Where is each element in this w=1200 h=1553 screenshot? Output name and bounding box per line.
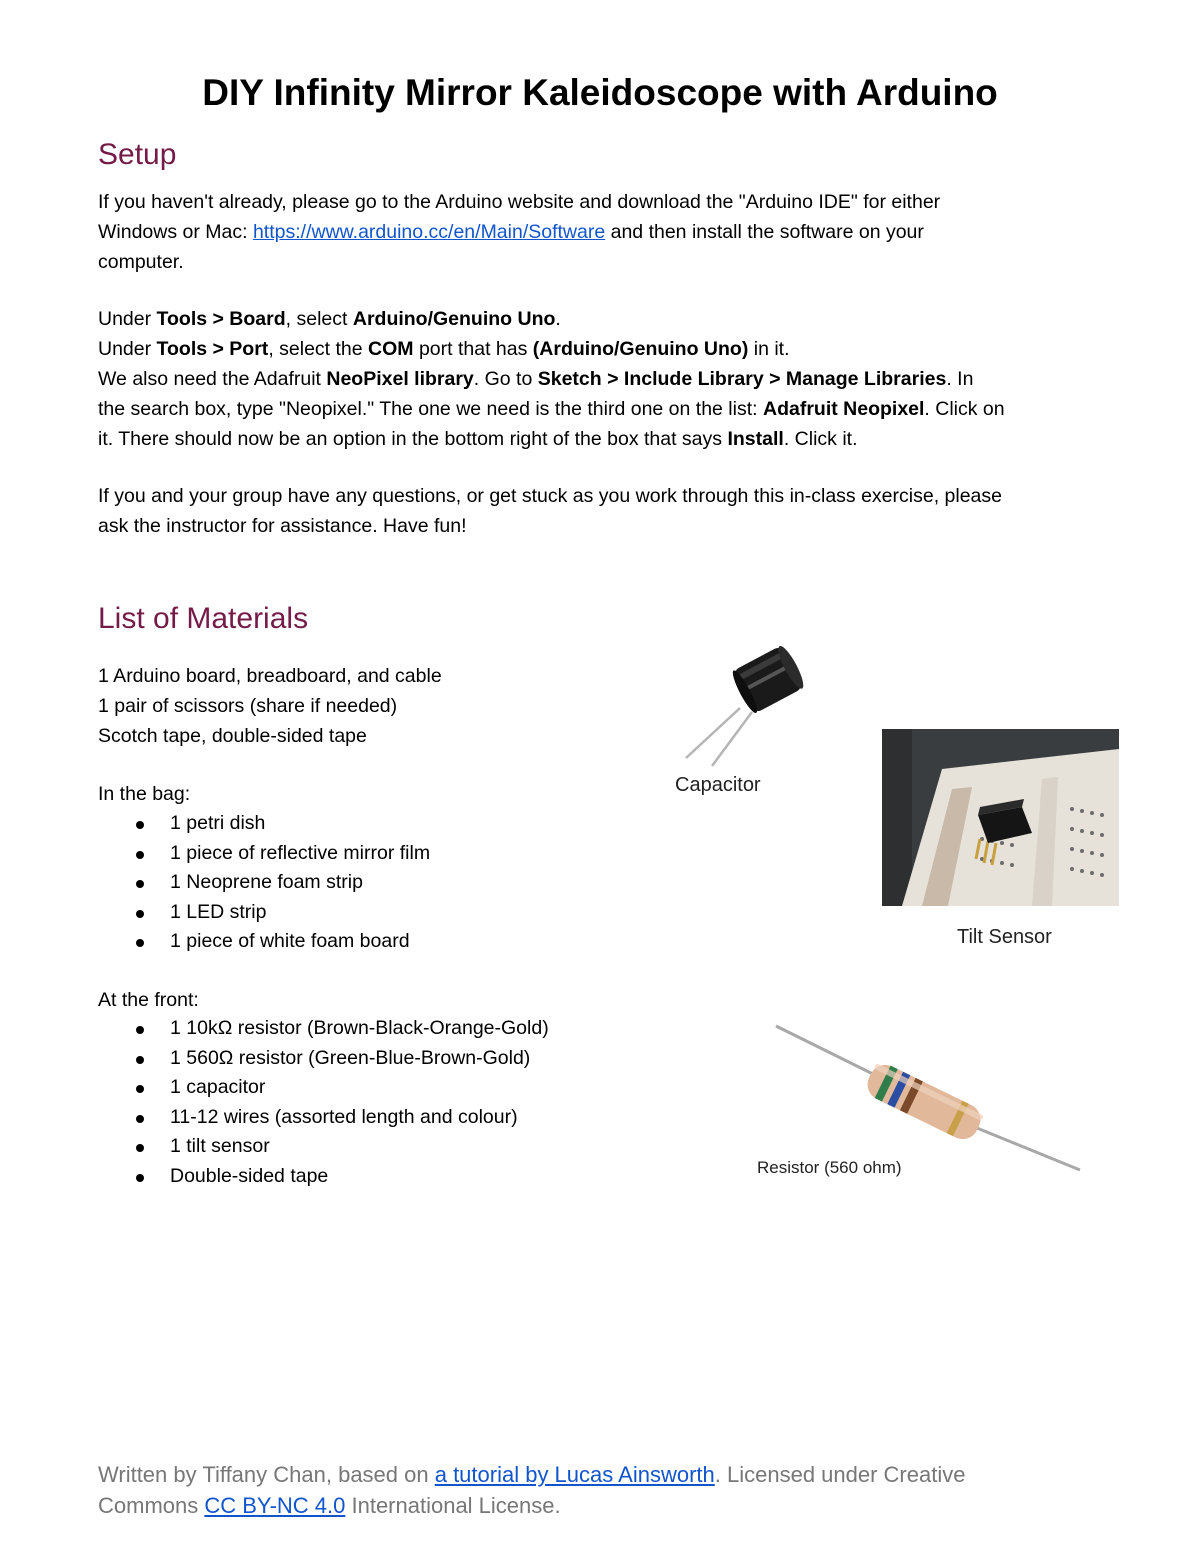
capacitor-image bbox=[672, 640, 822, 770]
board-instruction: Under Tools > Board, select Arduino/Genuino Uno. bbox=[98, 308, 561, 330]
front-label: At the front: bbox=[98, 989, 199, 1011]
help-paragraph: If you and your group have any questions, or get stuck as you work through this in-class exercise, please ask the instructor for assistance. Have fun! bbox=[98, 485, 1002, 537]
resistor-image bbox=[772, 1018, 1084, 1178]
list-item: 11-12 wires (assorted length and colour) bbox=[98, 1103, 549, 1133]
front-list bbox=[98, 1014, 549, 1192]
intro-text: and then install the software on your bbox=[605, 221, 924, 243]
list-item: 1 petri dish bbox=[98, 809, 430, 839]
list-item: 1 pair of scissors (share if needed) bbox=[98, 695, 398, 717]
library-instruction: We also need the Adafruit NeoPixel library. Go to Sketch > Include Library > Manage Libraries. In bbox=[98, 368, 974, 390]
bag-list bbox=[98, 809, 430, 957]
page-title: DIY Infinity Mirror Kaleidoscope with Arduino bbox=[202, 72, 998, 113]
tilt-sensor-image bbox=[882, 729, 1119, 906]
capacitor-label: Capacitor bbox=[675, 774, 761, 796]
list-item: Scotch tape, double-sided tape bbox=[98, 725, 367, 747]
setup-instructions bbox=[98, 304, 1108, 454]
resistor-label: Resistor (560 ohm) bbox=[757, 1158, 902, 1177]
list-item: 1 piece of reflective mirror film bbox=[98, 839, 430, 869]
intro-text: If you haven't already, please go to the Arduino website and download the "Arduino IDE" for either bbox=[98, 191, 941, 213]
list-item: Double-sided tape bbox=[98, 1162, 549, 1192]
tilt-sensor-label: Tilt Sensor bbox=[957, 926, 1052, 948]
port-instruction: Under Tools > Port, select the COM port that has (Arduino/Genuino Uno) in it. bbox=[98, 338, 790, 360]
bag-label: In the bag: bbox=[98, 783, 191, 805]
list-item: 1 capacitor bbox=[98, 1073, 549, 1103]
general-materials bbox=[98, 661, 618, 751]
list-item: 1 Neoprene foam strip bbox=[98, 868, 430, 898]
materials-heading: List of Materials bbox=[98, 602, 309, 635]
list-item: 1 piece of white foam board bbox=[98, 927, 430, 957]
tutorial-link[interactable]: a tutorial by Lucas Ainsworth bbox=[434, 1462, 715, 1487]
list-item: 1 10kΩ resistor (Brown-Black-Orange-Gold) bbox=[98, 1014, 549, 1044]
list-item: 1 Arduino board, breadboard, and cable bbox=[98, 665, 442, 687]
list-item: 1 560Ω resistor (Green-Blue-Brown-Gold) bbox=[98, 1044, 549, 1074]
list-item: 1 tilt sensor bbox=[98, 1132, 549, 1162]
footer-credits: Written by Tiffany Chan, based on a tutorial by Lucas Ainsworth. Licensed under Creative Commons CC BY-NC 4.0 International License. bbox=[98, 1462, 966, 1518]
setup-heading: Setup bbox=[98, 138, 177, 171]
intro-text: computer. bbox=[98, 251, 184, 273]
list-item: 1 LED strip bbox=[98, 898, 430, 928]
library-instruction: it. There should now be an option in the bottom right of the box that says Install. Click it. bbox=[98, 428, 858, 450]
setup-intro bbox=[98, 187, 1108, 277]
arduino-software-link[interactable]: https://www.arduino.cc/en/Main/Software bbox=[252, 221, 606, 243]
intro-text: Windows or Mac: bbox=[98, 221, 253, 243]
library-instruction: the search box, type "Neopixel." The one we need is the third one on the list: Adafruit Neopixel. Click on bbox=[98, 398, 1005, 420]
license-link[interactable]: CC BY-NC 4.0 bbox=[204, 1493, 346, 1518]
